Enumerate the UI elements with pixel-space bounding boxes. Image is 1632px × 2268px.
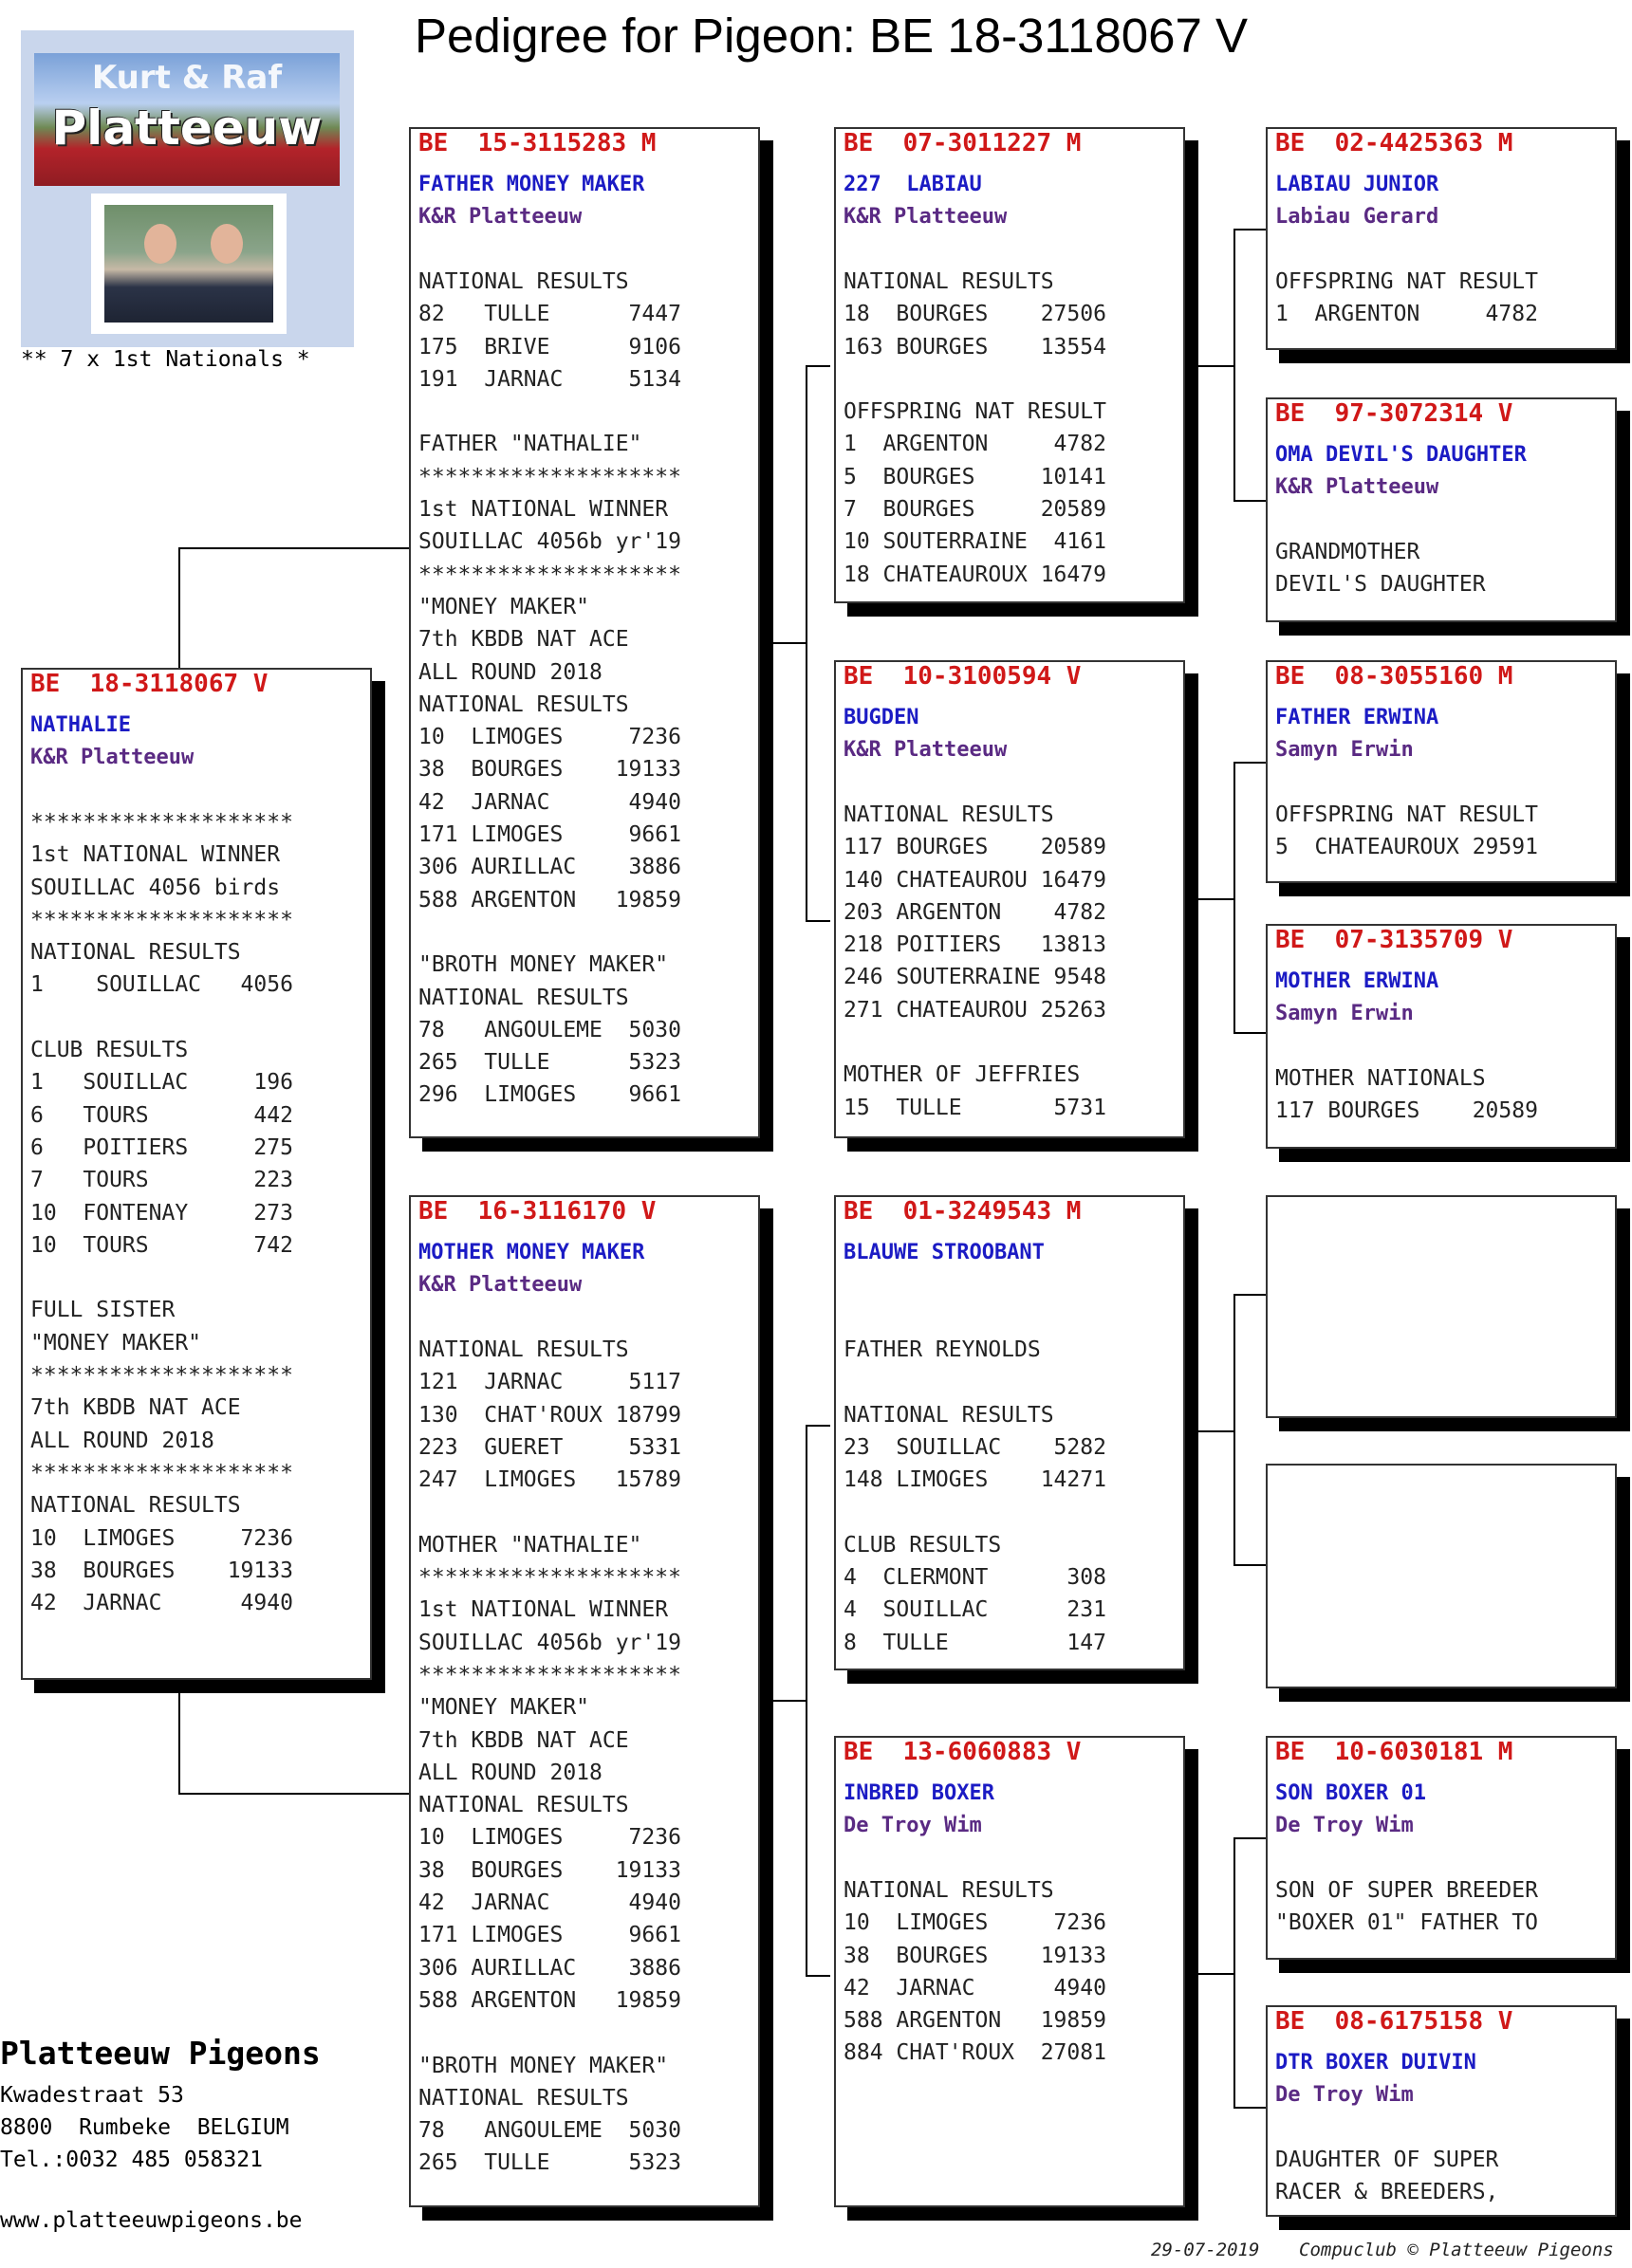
great-grandfather-2-info: OFFSPRING NAT RESULT 5 CHATEAUROUX 29591 (1275, 802, 1538, 860)
loft-city: 8800 Rumbeke BELGIUM (0, 2115, 289, 2140)
page-title: Pedigree for Pigeon: BE 18-3118067 V (415, 9, 1249, 63)
great-grandfather-2-ring-number: BE 08-3055160 M (1275, 662, 1513, 691)
great-grandfather-1-name: LABIAU JUNIOR (1275, 173, 1439, 196)
great-grandmother-4-name: DTR BOXER DUIVIN (1275, 2051, 1476, 2074)
maternal-grandfather-info: FATHER REYNOLDS NATIONAL RESULTS 23 SOUILLAC 5282 148 LIMOGES 14271 CLUB RESULTS 4 CLERMONT 308 4 SOUILLAC 231 8 TULLE 147 (844, 1337, 1106, 1655)
maternal-grandmother-name: INBRED BOXER (844, 1781, 994, 1805)
paternal-grandfather-ring-number: BE 07-3011227 M (844, 129, 1082, 157)
father-name: FATHER MONEY MAKER (418, 173, 645, 196)
mother-ring-number: BE 16-3116170 V (418, 1197, 657, 1226)
great-grandfather-card-1 (1266, 127, 1617, 350)
subject-name: NATHALIE (30, 713, 131, 737)
great-grandmother-card-4 (1266, 2005, 1617, 2217)
great-grandmother-2-ring-number: BE 07-3135709 V (1275, 926, 1513, 954)
great-grandfather-card-2 (1266, 660, 1617, 883)
mother-breeder: K&R Platteeuw (418, 1273, 583, 1297)
subject-info: ******************** 1st NATIONAL WINNER SOUILLAC 4056 birds ******************** NATIONAL RESULTS 1 SOUILLAC 4056 CLUB RESULTS 1 SOUILLAC 196 6 TOURS 442 6 POITIERS 275 7 TOURS 223 10 FONTENAY 273 10 TOURS 742 FULL SISTER "MONEY MAKER" ******************** 7th KBDB NAT ACE ALL ROUND 2018 ******************** NATIONAL RESULTS 10 LIMOGES 7236 38 BOURGES 19133 42 JARNAC 4940 (30, 810, 293, 1616)
great-grandmother-1-breeder: K&R Platteeuw (1275, 475, 1439, 499)
tagline: ** 7 x 1st Nationals * (21, 347, 310, 372)
great-grandmother-1-name: OMA DEVIL'S DAUGHTER (1275, 443, 1527, 467)
great-grandfather-4-info: SON OF SUPER BREEDER "BOXER 01" FATHER TO (1275, 1878, 1538, 1936)
great-grandfather-1-ring-number: BE 02-4425363 M (1275, 129, 1513, 157)
mother-info: NATIONAL RESULTS 121 JARNAC 5117 130 CHAT'ROUX 18799 223 GUERET 5331 247 LIMOGES 15789 MOTHER "NATHALIE" ******************** 1st NATIONAL WINNER SOUILLAC 4056b yr'19 ******************** "MONEY MAKER" 7th KBDB NAT ACE ALL ROUND 2018 NATIONAL RESULTS 10 LIMOGES 7236 38 BOURGES 19133 42 JARNAC 4940 171 LIMOGES 9661 306 AURILLAC 3886 588 ARGENTON 19859 "BROTH MONEY MAKER" NATIONAL RESULTS 78 ANGOULEME 5030 265 TULLE 5323 (418, 1337, 681, 2176)
mother-name: MOTHER MONEY MAKER (418, 1241, 645, 1264)
great-grandfather-2-breeder: Samyn Erwin (1275, 738, 1414, 762)
breeder-logo (21, 30, 354, 347)
copyright-notice: Compuclub © Platteeuw Pigeons (1299, 2240, 1614, 2260)
great-grandfather-4-name: SON BOXER 01 (1275, 1781, 1426, 1805)
loft-name: Platteeuw Pigeons (0, 2035, 321, 2072)
paternal-grandfather-breeder: K&R Platteeuw (844, 205, 1008, 229)
great-grandmother-4-ring-number: BE 08-6175158 V (1275, 2007, 1513, 2036)
father-breeder: K&R Platteeuw (418, 205, 583, 229)
subject-breeder: K&R Platteeuw (30, 746, 195, 769)
father-card (409, 127, 760, 1138)
logo-text-1: Kurt & Raf (91, 59, 283, 97)
maternal-grandmother-breeder: De Troy Wim (844, 1814, 982, 1837)
great-grandfather-1-info: OFFSPRING NAT RESULT 1 ARGENTON 4782 (1275, 269, 1538, 327)
great-grandmother-2-info: MOTHER NATIONALS 117 BOURGES 20589 (1275, 1066, 1538, 1124)
paternal-grandfather-info: NATIONAL RESULTS 18 BOURGES 27506 163 BOURGES 13554 OFFSPRING NAT RESULT 1 ARGENTON 4782 5 BOURGES 10141 7 BOURGES 20589 10 SOUTERRAINE 4161 18 CHATEAUROUX 16479 (844, 269, 1106, 587)
subject-card (21, 668, 372, 1680)
father-ring-number: BE 15-3115283 M (418, 129, 657, 157)
paternal-grandfather-name: 227 LABIAU (844, 173, 982, 196)
father-info: NATIONAL RESULTS 82 TULLE 7447 175 BRIVE 9106 191 JARNAC 5134 FATHER "NATHALIE" ******************** 1st NATIONAL WINNER SOUILLAC 4056b yr'19 ******************** "MONEY MAKER" 7th KBDB NAT ACE ALL ROUND 2018 NATIONAL RESULTS 10 LIMOGES 7236 38 BOURGES 19133 42 JARNAC 4940 171 LIMOGES 9661 306 AURILLAC 3886 588 ARGENTON 19859 "BROTH MONEY MAKER" NATIONAL RESULTS 78 ANGOULEME 5030 265 TULLE 5323 296 LIMOGES 9661 (418, 269, 681, 1108)
great-grandfather-4-breeder: De Troy Wim (1275, 1814, 1414, 1837)
great-grandmother-4-breeder: De Troy Wim (1275, 2083, 1414, 2107)
great-grandfather-card-3 (1266, 1195, 1617, 1418)
subject-ring-number: BE 18-3118067 V (30, 670, 269, 698)
print-date: 29-07-2019 (1151, 2240, 1260, 2260)
great-grandmother-2-breeder: Samyn Erwin (1275, 1002, 1414, 1025)
paternal-grandmother-ring-number: BE 10-3100594 V (844, 662, 1082, 691)
maternal-grandmother-ring-number: BE 13-6060883 V (844, 1738, 1082, 1766)
logo-text-2: Platteeuw (51, 101, 323, 156)
paternal-grandmother-card (834, 660, 1185, 1138)
loft-street: Kwadestraat 53 (0, 2083, 184, 2108)
great-grandmother-card-2 (1266, 924, 1617, 1149)
maternal-grandmother-info: NATIONAL RESULTS 10 LIMOGES 7236 38 BOURGES 19133 42 JARNAC 4940 588 ARGENTON 19859 884 CHAT'ROUX 27081 (844, 1878, 1106, 2066)
paternal-grandfather-card (834, 127, 1185, 603)
great-grandfather-1-breeder: Labiau Gerard (1275, 205, 1439, 229)
great-grandmother-1-ring-number: BE 97-3072314 V (1275, 399, 1513, 428)
paternal-grandmother-info: NATIONAL RESULTS 117 BOURGES 20589 140 CHATEAUROU 16479 203 ARGENTON 4782 218 POITIERS 13813 246 SOUTERRAINE 9548 271 CHATEAUROU 25263 MOTHER OF JEFFRIES 15 TULLE 5731 (844, 802, 1106, 1120)
logo-banner (34, 53, 340, 186)
paternal-grandmother-name: BUGDEN (844, 706, 919, 729)
great-grandmother-2-name: MOTHER ERWINA (1275, 969, 1439, 993)
loft-website-link[interactable]: www.platteeuwpigeons.be (0, 2208, 303, 2233)
great-grandmother-1-info: GRANDMOTHER DEVIL'S DAUGHTER (1275, 540, 1486, 598)
great-grandfather-card-4 (1266, 1736, 1617, 1960)
maternal-grandfather-name: BLAUWE STROOBANT (844, 1241, 1045, 1264)
maternal-grandmother-card (834, 1736, 1185, 2207)
great-grandfather-4-ring-number: BE 10-6030181 M (1275, 1738, 1513, 1766)
great-grandmother-4-info: DAUGHTER OF SUPER RACER & BREEDERS, (1275, 2148, 1499, 2205)
maternal-grandfather-ring-number: BE 01-3249543 M (844, 1197, 1082, 1226)
great-grandfather-2-name: FATHER ERWINA (1275, 706, 1439, 729)
great-grandmother-card-3 (1266, 1464, 1617, 1688)
mother-card (409, 1195, 760, 2207)
maternal-grandfather-card (834, 1195, 1185, 1670)
breeders-photo (91, 194, 287, 334)
loft-phone: Tel.:0032 485 058321 (0, 2148, 263, 2172)
paternal-grandmother-breeder: K&R Platteeuw (844, 738, 1008, 762)
great-grandmother-card-1 (1266, 397, 1617, 622)
